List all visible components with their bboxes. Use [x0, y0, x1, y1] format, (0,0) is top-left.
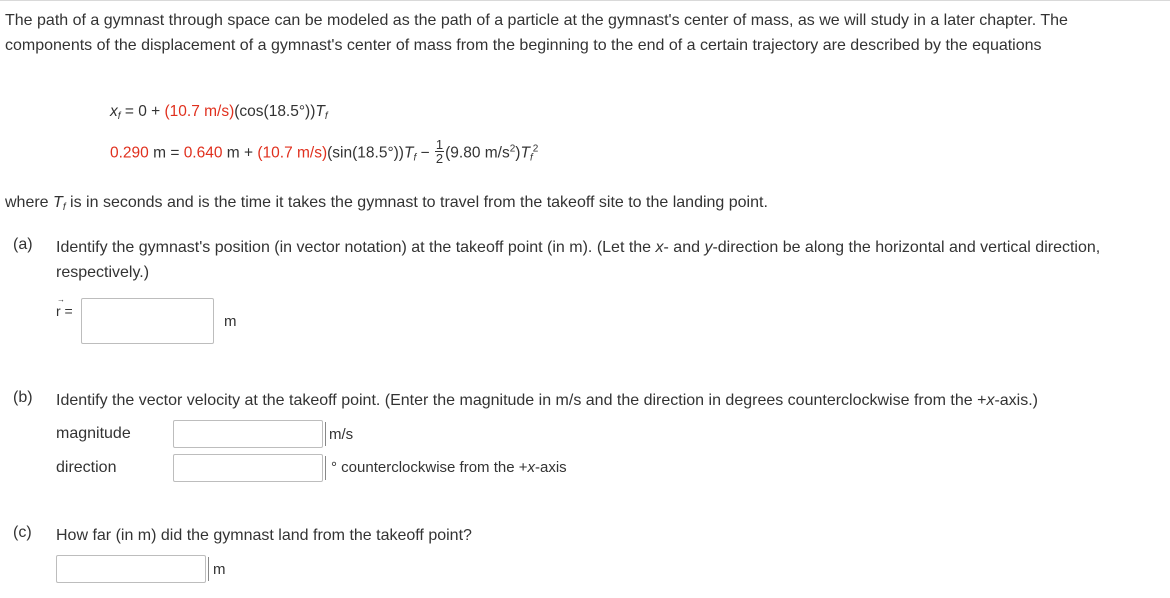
magnitude-unit: m/s [329, 426, 354, 443]
equation-x [110, 103, 328, 122]
distance-input[interactable] [56, 555, 206, 583]
direction-label: direction [56, 459, 117, 476]
direction-unit-divider [325, 456, 326, 480]
problem-intro: The path of a gymnast through space can be modeled as the path of a particle at the gymnast's center of mass, as we will study in a later chapter. The components of the displacement of a gymnast's center of mass from the beginning to the end of a certain trajectory are described by the equations [5, 12, 1068, 54]
r-equals: = [60, 303, 73, 319]
direction-input[interactable] [173, 454, 323, 482]
equation-y [110, 137, 539, 167]
part-a-question [56, 236, 1146, 285]
eq-y-gravity-exp: 2 [509, 143, 516, 155]
part-b-x: x [986, 392, 995, 409]
part-c-label: (c) [13, 524, 32, 541]
magnitude-input[interactable] [173, 420, 323, 448]
part-c-question: How far (in m) did the gymnast land from the takeoff point? [56, 527, 472, 544]
eq-y-time2-sub: f [529, 152, 533, 164]
eq-y-sin: (sin(18.5°)) [327, 144, 404, 162]
where-statement [5, 194, 768, 213]
direction-unit [331, 459, 567, 476]
part-b-question [56, 389, 1146, 414]
eq-y-time2-exp: 2 [532, 143, 539, 155]
eq-y-gravity: (9.80 m/s [445, 144, 510, 162]
part-b-text-2: -axis.) [994, 392, 1038, 409]
part-a-text-1: Identify the gymnast's position (in vector notation) at the takeoff point (in m). (Let the [56, 239, 656, 256]
eq-y-time-var: T [403, 144, 414, 162]
where-var: T [53, 194, 63, 211]
eq-y-gravity-close: ) [515, 144, 521, 162]
eq-y-speed: (10.7 m/s) [257, 144, 328, 162]
fraction-denominator: 2 [435, 151, 444, 166]
eq-x-time-sub: f [324, 111, 328, 122]
eq-x-sub: f [117, 111, 121, 122]
eq-y-time2-var: T [520, 144, 530, 162]
where-sub: f [62, 202, 66, 213]
position-vector-symbol [56, 295, 73, 319]
magnitude-label: magnitude [56, 425, 131, 442]
magnitude-unit-divider [325, 422, 326, 446]
vector-arrow-icon: → [57, 295, 65, 304]
distance-unit-divider [208, 557, 209, 581]
top-divider [0, 0, 1170, 1]
eq-x-speed: (10.7 m/s) [164, 103, 235, 120]
eq-y-time-sub: f [413, 152, 417, 164]
direction-unit-text-1: ° counterclockwise from the + [331, 459, 528, 476]
part-a-y: y [704, 239, 713, 256]
eq-y-minus: − [416, 144, 434, 162]
eq-y-initial: 0.640 [183, 144, 223, 162]
eq-x-zero: = 0 + [120, 103, 165, 120]
eq-x-cos: (cos(18.5°)) [234, 103, 316, 120]
where-before: where [5, 194, 54, 211]
part-b-text-1: Identify the vector velocity at the takeoff point. (Enter the magnitude in m/s and the direction in degrees counterclockwise from the + [56, 392, 987, 409]
part-a-x: x [655, 239, 664, 256]
position-vector-input[interactable] [81, 298, 214, 344]
distance-unit: m [213, 561, 226, 578]
eq-x-var: x [110, 103, 118, 120]
eq-y-final-unit: m = [148, 144, 184, 162]
part-b-label: (b) [13, 389, 33, 406]
part-a-text-2: - and [663, 239, 705, 256]
eq-y-half-fraction [435, 138, 444, 165]
eq-y-initial-unit: m + [222, 144, 258, 162]
eq-y-final: 0.290 [110, 144, 149, 162]
direction-unit-text-2: -axis [535, 459, 567, 476]
eq-x-time-var: T [315, 103, 325, 120]
fraction-numerator: 1 [435, 137, 444, 152]
where-after: is in seconds and is the time it takes the gymnast to travel from the takeoff site to the landing point. [65, 194, 768, 211]
r-symbol: r [56, 303, 61, 319]
position-unit: m [224, 313, 237, 330]
part-a-label: (a) [13, 236, 33, 253]
part-a-text-3: -direction be along the horizontal and vertical direction, respectively.) [56, 239, 1101, 281]
direction-unit-x: x [527, 459, 535, 476]
